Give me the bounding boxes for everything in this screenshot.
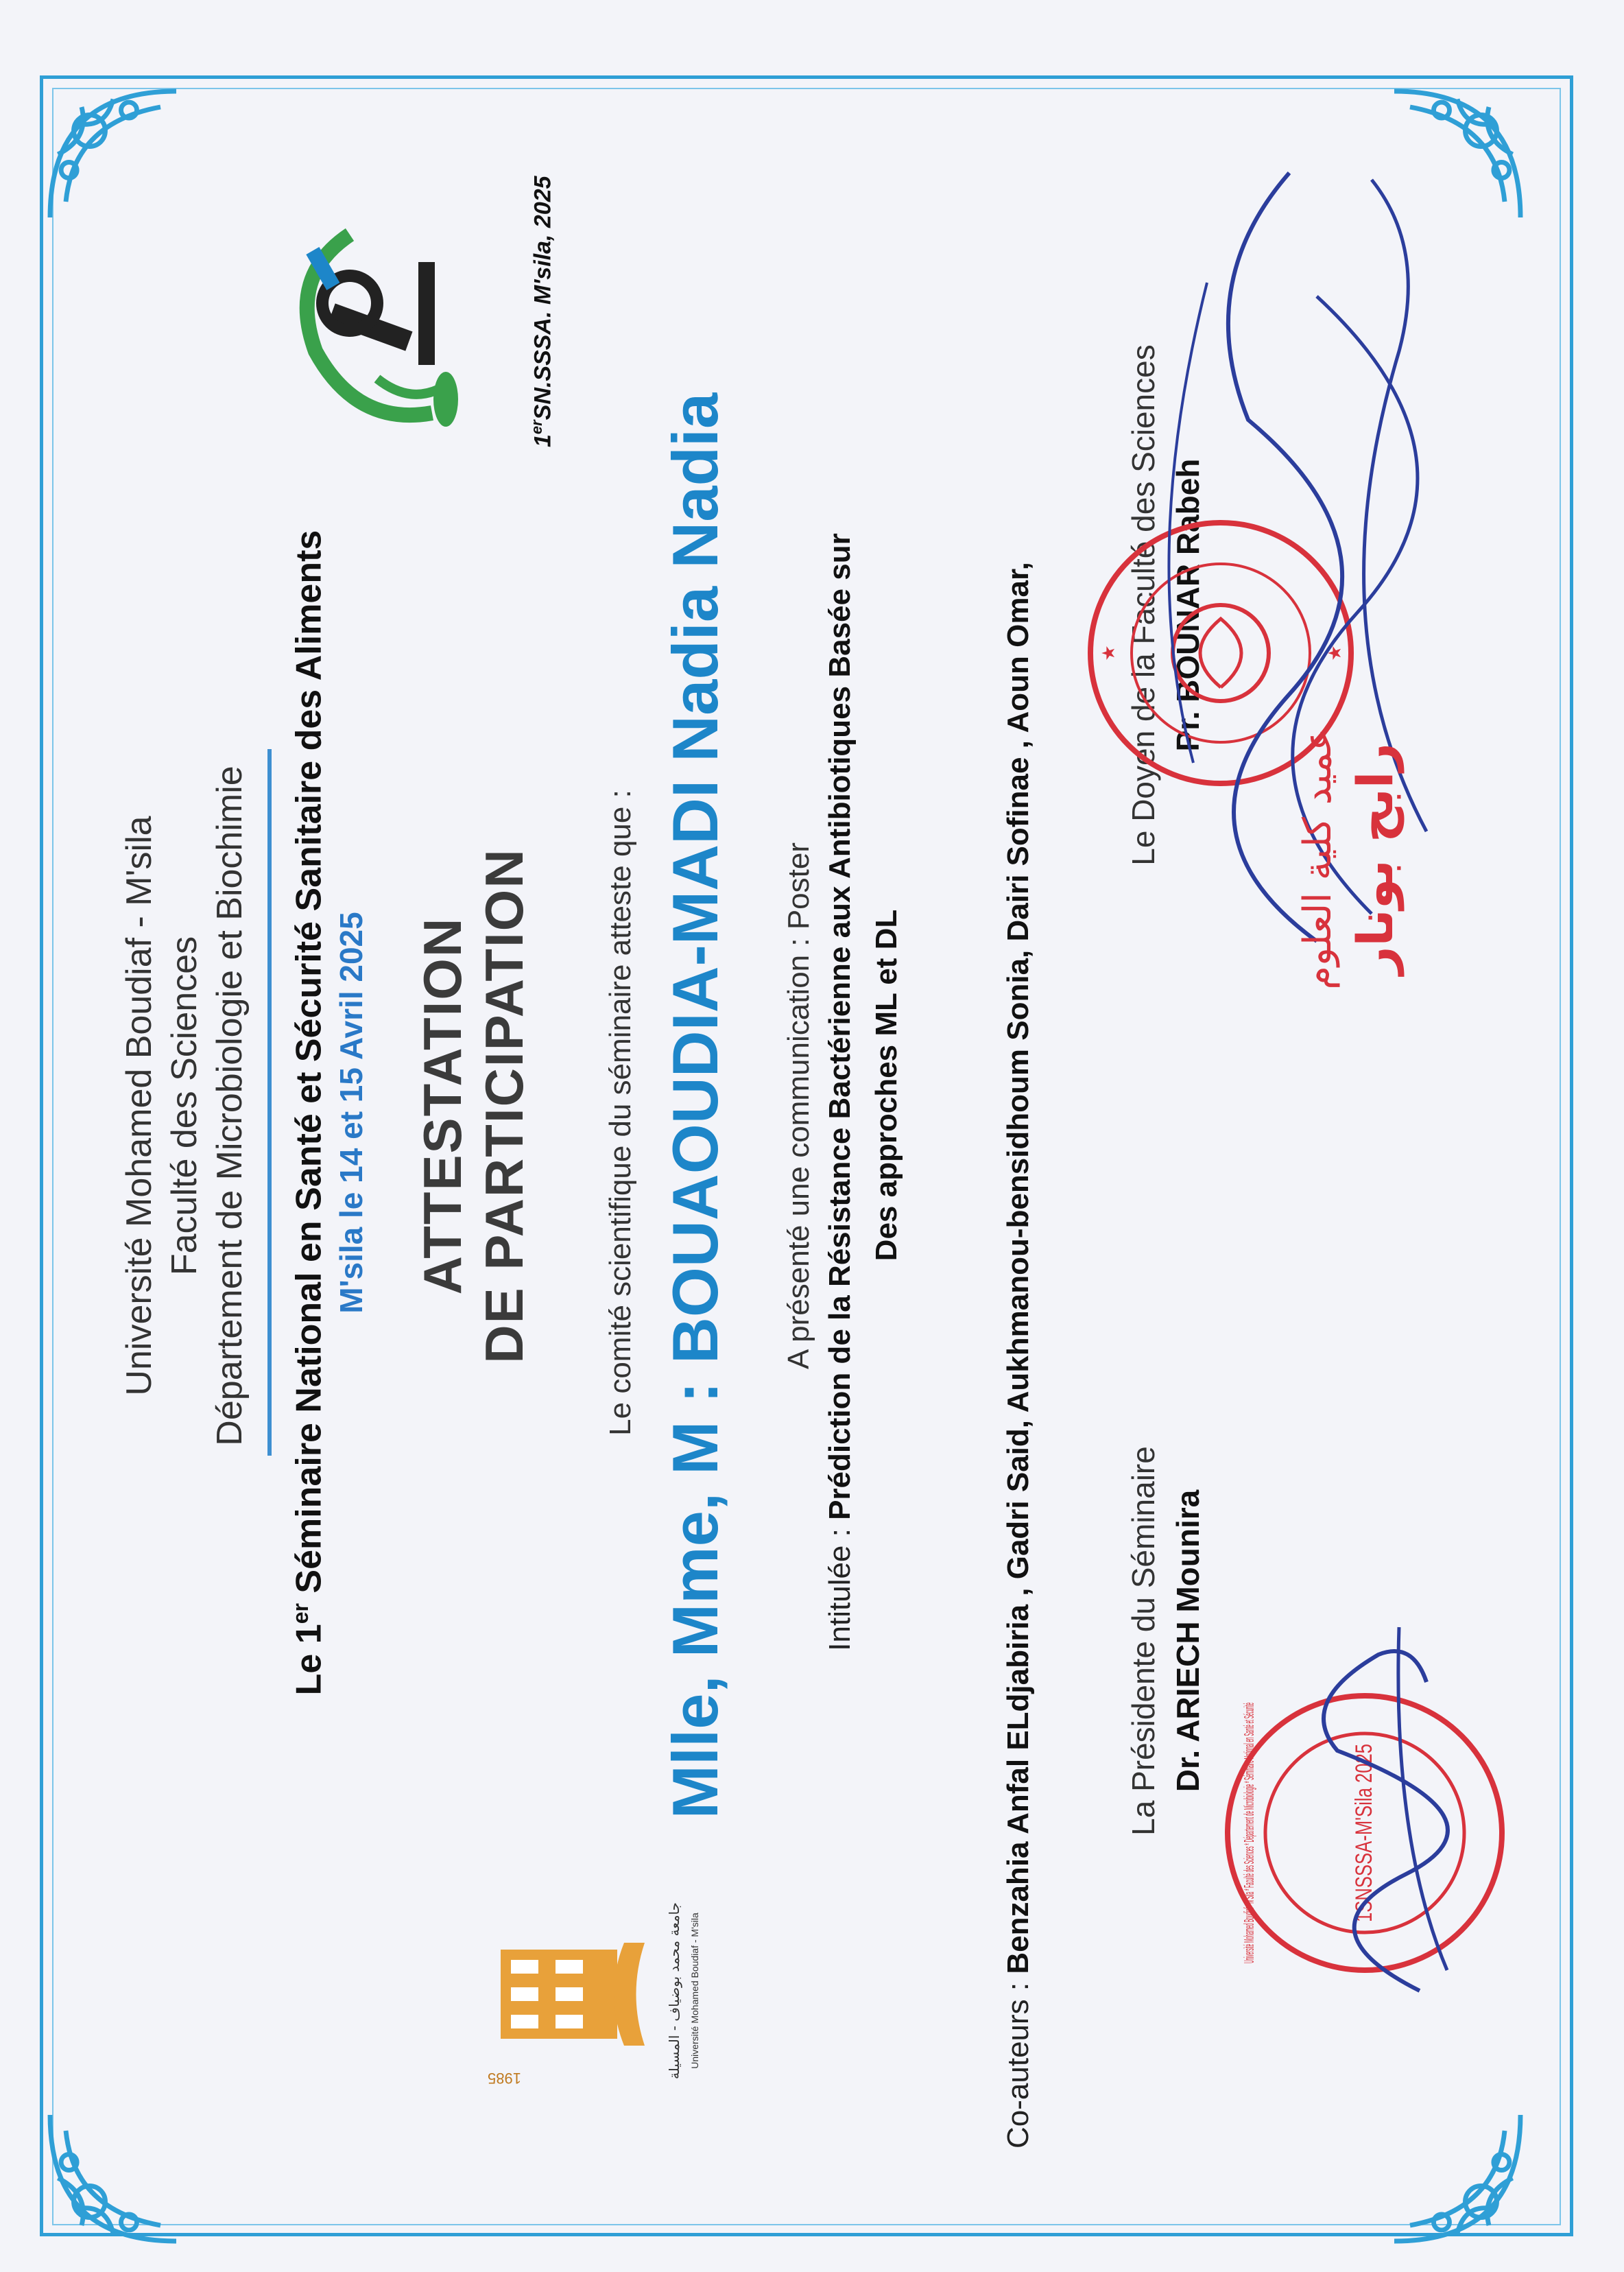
dean-role: Le Doyen de la Faculté des Sciences — [1125, 344, 1161, 866]
presentation-type: A présenté une communication : Poster — [782, 842, 815, 1369]
seminar-title-prefix: Le 1 — [289, 1624, 329, 1696]
department-name: Département de Microbiologie et Biochimie — [210, 766, 250, 1446]
president-name: Dr. ARIECH Mounira — [1170, 1489, 1206, 1792]
logo-latin-name: Université Mohamed Boudiaf - M'sila — [689, 1913, 700, 2069]
president-signature — [1255, 1600, 1474, 2011]
certificate-title-line2: DE PARTICIPATION — [474, 848, 534, 1364]
seminar-title-rest: Séminaire National en Santé et Sécurité Sanitaire des Aliments — [289, 530, 329, 1604]
logo-year: 1985 — [488, 2070, 521, 2087]
president-role: La Présidente du Séminaire — [1125, 1446, 1161, 1836]
committee-statement: Le comité scientifique du séminaire atteste que : — [604, 790, 637, 1436]
coauthors-label: Co-auteurs : — [1001, 1974, 1035, 2149]
university-logo — [480, 1895, 727, 2087]
event-code-superscript: er — [528, 420, 545, 435]
event-code-rest: SN.SSSA. M'sila, 2025 — [529, 176, 556, 421]
communication-title-label: Intitulée : — [823, 1519, 857, 1651]
svg-text:★: ★ — [1099, 645, 1119, 661]
institution-header — [117, 523, 252, 1689]
recipient-name: Mlle, Mme, M : BOUAOUDIA-MADI Nadia Nadia — [659, 392, 731, 1819]
communication-title — [823, 338, 857, 1847]
stamp-ring-text: Université Mohamed Boudiaf - M'Sila * Faculté des Sciences * Département de Microbiologie * Séminaire National en Santé et Sécurité — [1242, 1141, 1257, 1963]
event-code-prefix: 1 — [529, 434, 556, 447]
svg-text:★: ★ — [1325, 645, 1346, 661]
communication-title-text: Prédiction de la Résistance Bactérienne aux Antibiotiques Basée sur — [823, 533, 857, 1520]
coauthors — [1001, 91, 1036, 2149]
seminar-title — [288, 392, 329, 1833]
logo-arabic-name: جامعة محمد بوضياف - المسيلة — [666, 1902, 682, 2080]
stamp-center-text: 1SNSSSA-M'Sila 2025 — [1351, 1685, 1377, 1922]
arabic-stamp-text: عميد كلية العلوم — [1295, 728, 1340, 990]
event-code — [528, 63, 556, 447]
coauthors-list: Benzahia Anfal ELdjabiria , Gadri Said, Aukhmanou-bensidhoum Sonia, Dairi Sofinae , Aoun Omar, — [1001, 562, 1035, 1974]
header-divider — [267, 749, 272, 1456]
seminar-logo — [274, 207, 480, 454]
communication-title-line2: Des approches ML et DL — [870, 909, 903, 1262]
arabic-signature-text: رابح بونار — [1346, 743, 1404, 975]
seminar-date: M'sila le 14 et 15 Avril 2025 — [333, 912, 369, 1314]
arabic-signature-stamp — [1276, 516, 1413, 1202]
certificate-title-line1: ATTESTATION — [412, 916, 473, 1295]
faculty-name: Faculté des Sciences — [165, 936, 204, 1276]
seminar-title-superscript: er — [288, 1603, 313, 1624]
dean-name: Pr. BOUNAR Rabeh — [1170, 458, 1206, 752]
university-name: Université Mohamed Boudiaf - M'sila — [119, 816, 159, 1396]
